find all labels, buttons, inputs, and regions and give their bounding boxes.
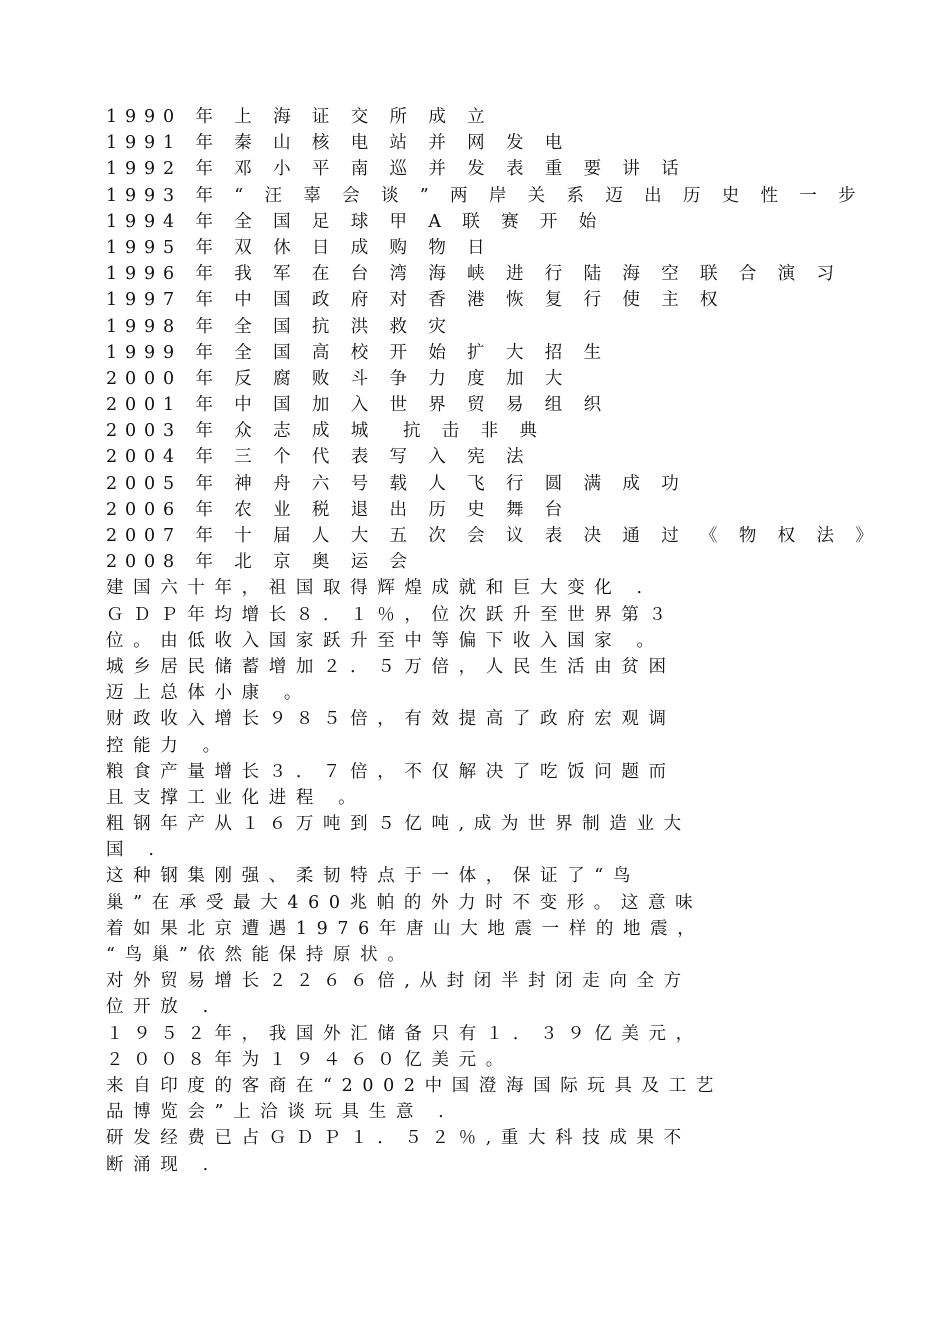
text-line: 巢”在承受最大460兆帕的外力时不变形。这意味 (106, 892, 703, 913)
text-line: “鸟巢”依然能保持原状。 (106, 945, 415, 965)
text-line: 品博览会”上洽谈玩具生意 . (106, 1102, 454, 1123)
text-line: 控能力 。 (106, 735, 230, 756)
text-line: 断涌现 . (106, 1154, 218, 1175)
timeline-item: 1990 年 上 海 证 交 所 成 立 (106, 107, 493, 127)
timeline-item: 1994 年 全 国 足 球 甲 A 联 赛 开 始 (106, 211, 605, 232)
text-line: ＧＤＰ年均增长８．１％，位次跃升至世界第３ (106, 604, 676, 625)
timeline-item: 2004 年 三 个 代 表 写 入 宪 法 (106, 447, 532, 468)
timeline-item: 2005 年 神 舟 六 号 载 人 飞 行 圆 满 成 功 (106, 473, 687, 494)
timeline-item: 1992 年 邓 小 平 南 巡 并 发 表 重 要 讲 话 (106, 159, 687, 180)
text-line: 国 . (106, 840, 164, 861)
achievements-text (106, 575, 866, 1177)
text-line: ２００８年为１９４６０亿美元。 (106, 1049, 513, 1070)
timeline-item: 1996 年 我 军 在 台 湾 海 峡 进 行 陆 海 空 联 合 演 习 (106, 264, 842, 285)
text-line: 粗钢年产从１６万吨到５亿吨,成为世界制造业大 (106, 814, 691, 835)
text-line: 财政收入增长９８５倍，有效提高了政府宏观调 (106, 709, 676, 730)
text-line: １９５２年，我国外汇储备只有１．３９亿美元， (106, 1023, 703, 1044)
text-line: 城乡居民储蓄增加２．５万倍，人民生活由贫困 (106, 656, 676, 677)
text-line: 这种钢集刚强、柔韧特点于一体，保证了“鸟 (106, 866, 640, 887)
timeline-item: 1995 年 双 休 日 成 购 物 日 (106, 237, 493, 258)
text-line: 着如果北京遭遇1976年唐山大地震一样的地震， (106, 918, 705, 939)
text-line: 对外贸易增长２２６６倍,从封闭半封闭走向全方 (106, 971, 691, 992)
timeline-item: 1999 年 全 国 高 校 开 始 扩 大 招 生 (106, 342, 609, 363)
text-line: 研发经费已占ＧＤＰ１．５２％,重大科技成果不 (106, 1128, 691, 1149)
timeline-item: 1993 年 “ 汪 辜 会 谈 ” 两 岸 关 系 迈 出 历 史 性 一 步 (106, 185, 864, 206)
timeline-item: 2003 年 众 志 成 城 抗 击 非 典 (106, 421, 545, 442)
timeline-item: 2001 年 中 国 加 入 世 界 贸 易 组 织 (106, 395, 609, 416)
timeline-item: 1997 年 中 国 政 府 对 香 港 恢 复 行 使 主 权 (106, 290, 726, 311)
text-line: 粮食产量增长３．７倍，不仅解决了吃饭问题而 (106, 761, 676, 782)
text-line: 迈上总体小康 。 (106, 683, 312, 704)
timeline-list (106, 104, 881, 575)
timeline-item: 2008 年 北 京 奥 运 会 (106, 552, 415, 573)
text-line: 位。由低收入国家跃升至中等偏下收入国家 。 (106, 630, 664, 651)
timeline-item: 1991 年 秦 山 核 电 站 并 网 发 电 (106, 133, 571, 154)
timeline-item: 2000 年 反 腐 败 斗 争 力 度 加 大 (106, 368, 571, 389)
document-page (106, 104, 881, 1178)
timeline-item: 2006 年 农 业 税 退 出 历 史 舞 台 (106, 499, 571, 520)
text-line: 且支撑工业化进程 。 (106, 787, 366, 808)
text-line: 位开放 . (106, 997, 218, 1018)
text-line: 来自印度的客商在“2002中国澄海国际玩具及工艺 (106, 1075, 723, 1096)
timeline-item: 2007 年 十 届 人 大 五 次 会 议 表 决 通 过 《 物 权 法 》 (106, 526, 881, 546)
text-line: 建国六十年，祖国取得辉煌成就和巨大变化 . (106, 578, 652, 599)
timeline-item: 1998 年 全 国 抗 洪 救 灾 (106, 316, 454, 337)
